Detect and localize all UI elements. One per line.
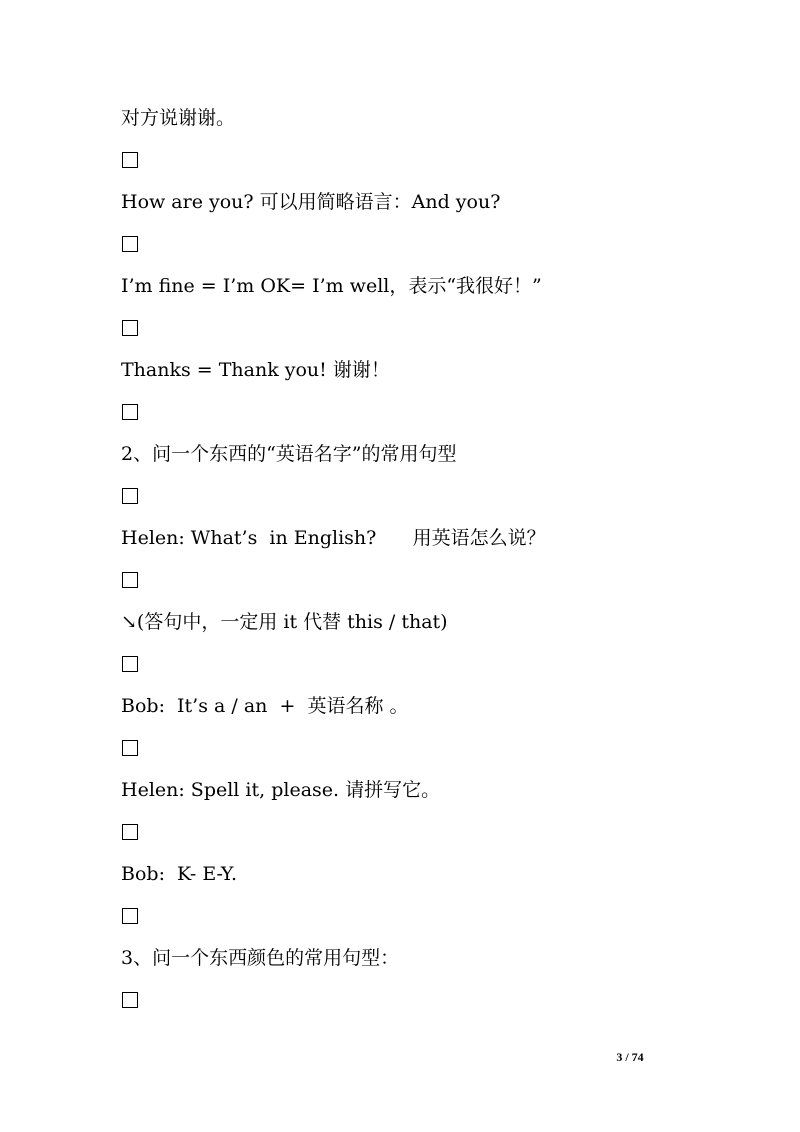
checkbox-symbol-9 [122, 824, 138, 840]
checkbox-symbol-10 [122, 908, 138, 924]
checkbox-symbol-7 [122, 656, 138, 672]
section-heading-3: 3、问一个东西颜色的常用句型： [121, 947, 400, 969]
checkbox-symbol-2 [122, 236, 138, 252]
checkbox-symbol-6 [122, 572, 138, 588]
checkbox-symbol-1 [122, 152, 138, 168]
checkbox-symbol-11 [122, 992, 138, 1008]
page-number: 3 / 74 [616, 1050, 644, 1064]
checkbox-symbol-8 [122, 740, 138, 756]
text-line-7: ↘(答句中，一定用 it 代替 this / that) [121, 611, 448, 633]
text-line-8: Bob: It’s a / an + 英语名称 。 [121, 695, 409, 717]
text-line-1: 对方说谢谢。 [121, 107, 236, 129]
text-line-6: Helen: What’s in English? 用英语怎么说？ [121, 527, 546, 549]
text-line-9: Helen: Spell it, please. 请拼写它。 [121, 779, 441, 801]
text-line-3: I’m fine = I’m OK= I’m well，表示“我很好！” [121, 275, 542, 297]
text-line-4: Thanks = Thank you! 谢谢！ [121, 359, 390, 381]
section-heading-2: 2、问一个东西的“英语名字”的常用句型 [121, 443, 457, 465]
text-line-2: How are you? 可以用简略语言：And you? [121, 191, 501, 213]
checkbox-symbol-5 [122, 488, 138, 504]
checkbox-symbol-3 [122, 320, 138, 336]
checkbox-symbol-4 [122, 404, 138, 420]
text-line-10: Bob: K- E-Y. [121, 863, 238, 885]
